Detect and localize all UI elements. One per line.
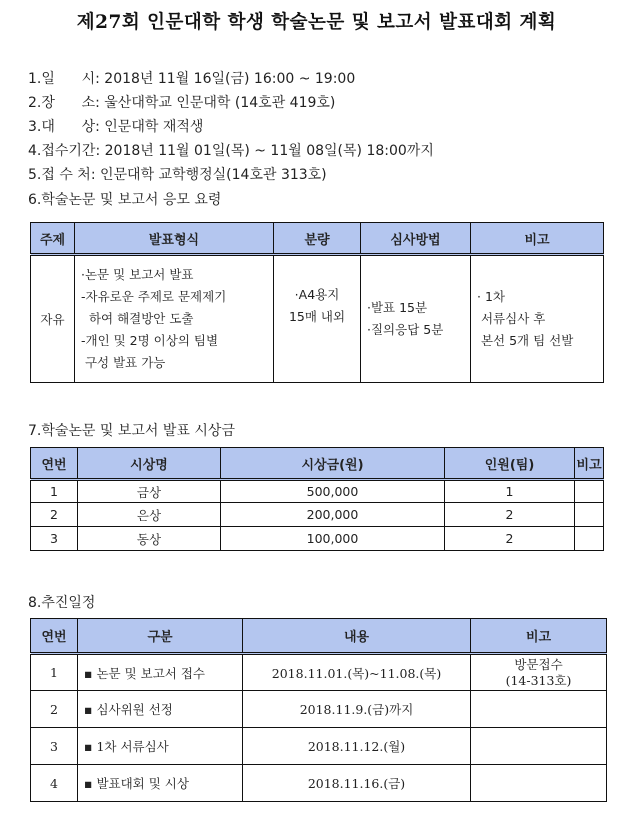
table-row (31, 480, 604, 503)
col-header: 시상금(원) (221, 448, 445, 480)
col-header: 연번 (31, 448, 78, 480)
info-value: 2018년 11월 01일(목) ~ 11월 08일(목) 18:00까지 (104, 143, 434, 159)
section6-heading: 6.학술논문 및 보고서 응모 요령 (28, 192, 222, 208)
prize-table (30, 447, 604, 551)
submission-guide-table (30, 222, 604, 383)
method-line: ·질의응답 5분 (367, 322, 444, 337)
method-cell (361, 255, 471, 383)
col-header: 연번 (31, 619, 78, 654)
note-cell (575, 480, 604, 503)
info-period (28, 140, 434, 160)
info-label: 5.접 수 처: (28, 167, 100, 183)
col-header: 비고 (471, 619, 607, 654)
info-label: 2.장 소: (28, 95, 105, 111)
length-line: 15매 내외 (288, 309, 346, 324)
content-cell: 2018.11.9.(금)까지 (243, 691, 471, 728)
no-cell: 3 (31, 728, 78, 765)
info-date (28, 68, 355, 88)
note-line: 서류심사 후 (477, 311, 546, 326)
col-header: 구분 (78, 619, 243, 654)
info-value: 인문대학 재적생 (104, 119, 204, 135)
table-row (31, 691, 607, 728)
item-cell: ▪ 발표대회 및 시상 (78, 765, 243, 802)
note-line: · 1차 (477, 289, 505, 304)
info-value: 인문대학 교학행정실(14호관 313호) (100, 167, 327, 183)
table-row (31, 503, 604, 527)
item-cell: ▪ 논문 및 보고서 접수 (78, 654, 243, 691)
col-header: 발표형식 (75, 223, 274, 255)
no-cell: 1 (31, 480, 78, 503)
method-line: ·발표 15분 (367, 300, 428, 315)
note-cell (471, 691, 607, 728)
info-label: 3.대 상: (28, 119, 105, 135)
content-cell: 2018.11.16.(금) (243, 765, 471, 802)
table-row (31, 654, 607, 691)
format-line: -자유로운 주제로 문제제기 (81, 289, 227, 304)
content-cell: 2018.11.01.(목)~11.08.(목) (243, 654, 471, 691)
table-row (31, 527, 604, 551)
table-row (31, 765, 607, 802)
note-cell (575, 503, 604, 527)
amount-cell: 500,000 (221, 480, 445, 503)
info-value: 2018년 11월 16일(금) 16:00 ~ 19:00 (104, 71, 356, 87)
info-office (28, 164, 327, 184)
info-place (28, 92, 335, 112)
note-cell (575, 527, 604, 551)
section7-heading: 7.학술논문 및 보고서 발표 시상금 (28, 423, 235, 439)
schedule-table (30, 618, 607, 802)
section8-heading: 8.추진일정 (28, 595, 96, 611)
format-line: ·논문 및 보고서 발표 (81, 267, 194, 282)
note-cell (471, 255, 604, 383)
no-cell: 2 (31, 503, 78, 527)
amount-cell: 100,000 (221, 527, 445, 551)
count-cell: 2 (445, 503, 575, 527)
content-cell: 2018.11.12.(월) (243, 728, 471, 765)
item-cell: ▪ 심사위원 선정 (78, 691, 243, 728)
info-label: 4.접수기간: (28, 143, 105, 159)
format-line: -개인 및 2명 이상의 팀별 (81, 333, 219, 348)
col-header: 주제 (31, 223, 75, 255)
no-cell: 1 (31, 654, 78, 691)
note-line: 본선 5개 팀 선발 (477, 333, 574, 348)
page-title: 제27회 인문대학 학생 학술논문 및 보고서 발표대회 계획 (76, 12, 557, 33)
note-cell (471, 765, 607, 802)
format-line: 하여 해결방안 도출 (81, 311, 194, 326)
table-row (31, 728, 607, 765)
topic-cell: 자유 (31, 255, 75, 383)
col-header: 비고 (471, 223, 604, 255)
count-cell: 2 (445, 527, 575, 551)
no-cell: 3 (31, 527, 78, 551)
name-cell: 동상 (78, 527, 221, 551)
col-header: 인원(팀) (445, 448, 575, 480)
no-cell: 2 (31, 691, 78, 728)
format-line: 구성 발표 가능 (81, 355, 166, 370)
col-header: 내용 (243, 619, 471, 654)
col-header: 비고 (575, 448, 604, 480)
col-header: 심사방법 (361, 223, 471, 255)
format-cell (75, 255, 274, 383)
count-cell: 1 (445, 480, 575, 503)
info-label: 1.일 시: (28, 71, 105, 87)
info-target (28, 116, 203, 136)
col-header: 분량 (274, 223, 361, 255)
note-line: 방문접수 (514, 656, 563, 672)
no-cell: 4 (31, 765, 78, 802)
length-line: ·A4용지 (294, 287, 340, 302)
note-cell (471, 728, 607, 765)
amount-cell: 200,000 (221, 503, 445, 527)
length-cell (274, 255, 361, 383)
name-cell: 은상 (78, 503, 221, 527)
item-cell: ▪ 1차 서류심사 (78, 728, 243, 765)
info-value: 울산대학교 인문대학 (14호관 419호) (104, 95, 336, 111)
note-line: (14-313호) (505, 672, 572, 688)
note-cell (471, 654, 607, 691)
col-header: 시상명 (78, 448, 221, 480)
name-cell: 금상 (78, 480, 221, 503)
